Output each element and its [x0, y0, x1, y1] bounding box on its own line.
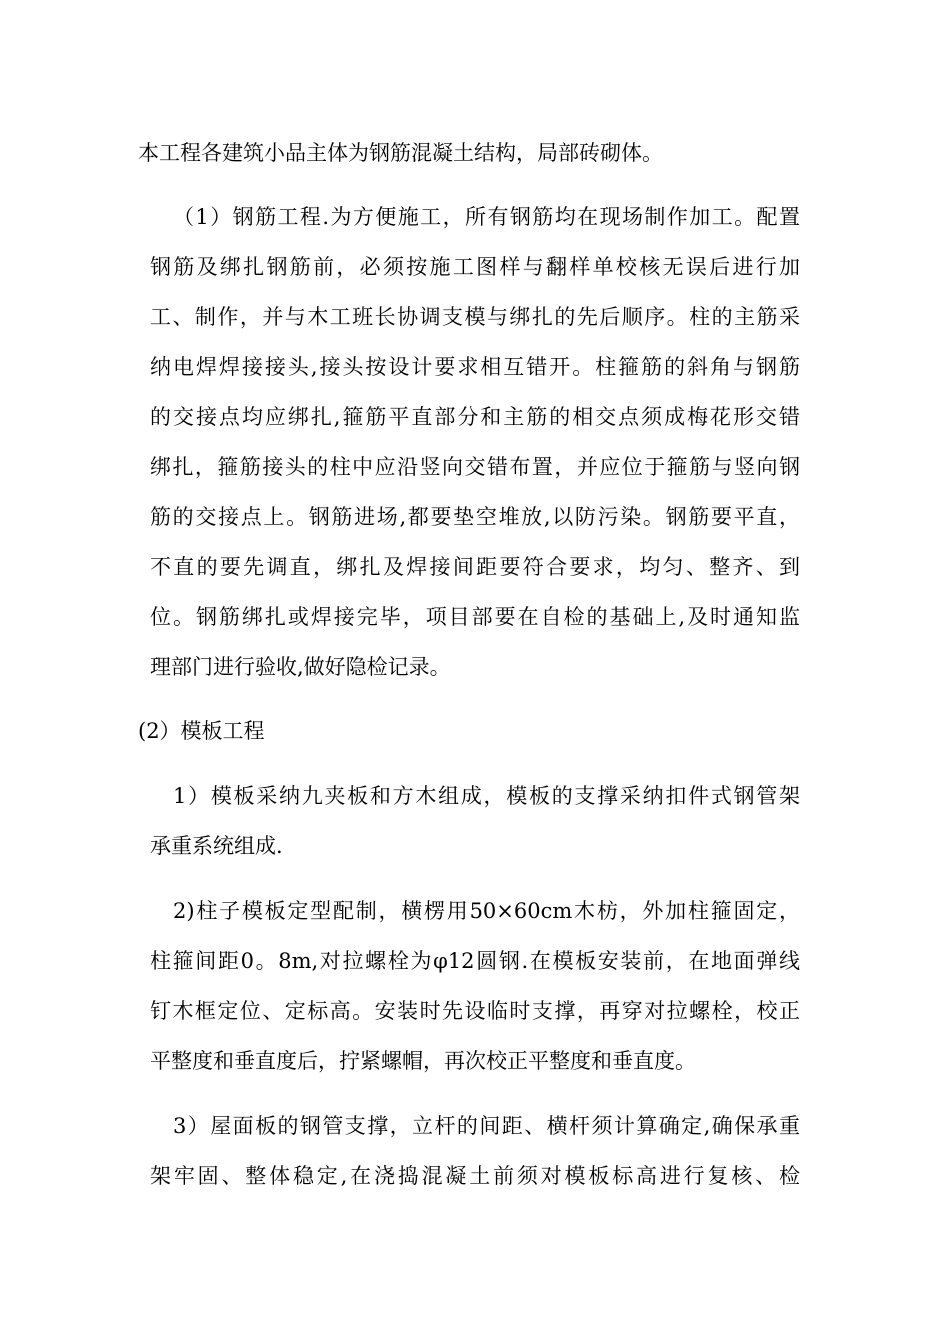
text-line: 位。钢筋绑扎或焊接完毕，项目部要在自检的基础上,及时通知监 — [150, 605, 800, 629]
text-line: 纳电焊焊接接头,接头按设计要求相互错开。柱箍筋的斜角与钢筋 — [150, 355, 800, 379]
text-line: 柱箍间距0。8m,对拉螺栓为φ12圆钢.在模板安装前，在地面弹线 — [150, 949, 800, 973]
text-line: 的交接点均应绑扎,箍筋平直部分和主筋的相交点须成梅花形交错 — [150, 405, 800, 429]
text-line: 工、制作，并与木工班长协调支模与绑扎的先后顺序。柱的主筋采 — [150, 305, 800, 329]
text-line: 2)柱子模板定型配制，横楞用50×60cm木枋，外加柱箍固定， — [173, 899, 800, 923]
text-line: 1）模板采纳九夹板和方木组成，模板的支撑采纳扣件式钢管架 — [173, 784, 800, 808]
text-line: （1）钢筋工程.为方便施工，所有钢筋均在现场制作加工。配置 — [173, 205, 800, 229]
text-line: 承重系统组成. — [150, 834, 283, 858]
text-line: 架牢固、整体稳定,在浇捣混凝土前须对模板标高进行复核、检 — [150, 1164, 800, 1188]
text-line: 筋的交接点上。钢筋进场,都要垫空堆放,以防污染。钢筋要平直， — [150, 505, 800, 529]
section-heading: (2）模板工程 — [138, 719, 265, 743]
text-line: 不直的要先调直，绑扎及焊接间距要符合要求，均匀、整齐、到 — [150, 555, 800, 579]
text-line: 理部门进行验收,做好隐检记录。 — [150, 655, 451, 679]
text-line: 本工程各建筑小品主体为钢筋混凝土结构，局部砖砌体。 — [138, 141, 663, 165]
text-line: 3）屋面板的钢管支撑，立杆的间距、横杆须计算确定,确保承重 — [173, 1114, 800, 1138]
text-line: 钢筋及绑扎钢筋前，必须按施工图样与翻样单校核无误后进行加 — [150, 255, 800, 279]
text-line: 绑扎，箍筋接头的柱中应沿竖向交错布置，并应位于箍筋与竖向钢 — [150, 455, 800, 479]
text-line: 钉木框定位、定标高。安装时先设临时支撑，再穿对拉螺栓，校正 — [150, 999, 800, 1023]
text-line: 平整度和垂直度后，拧紧螺帽，再次校正平整度和垂直度。 — [150, 1049, 696, 1073]
